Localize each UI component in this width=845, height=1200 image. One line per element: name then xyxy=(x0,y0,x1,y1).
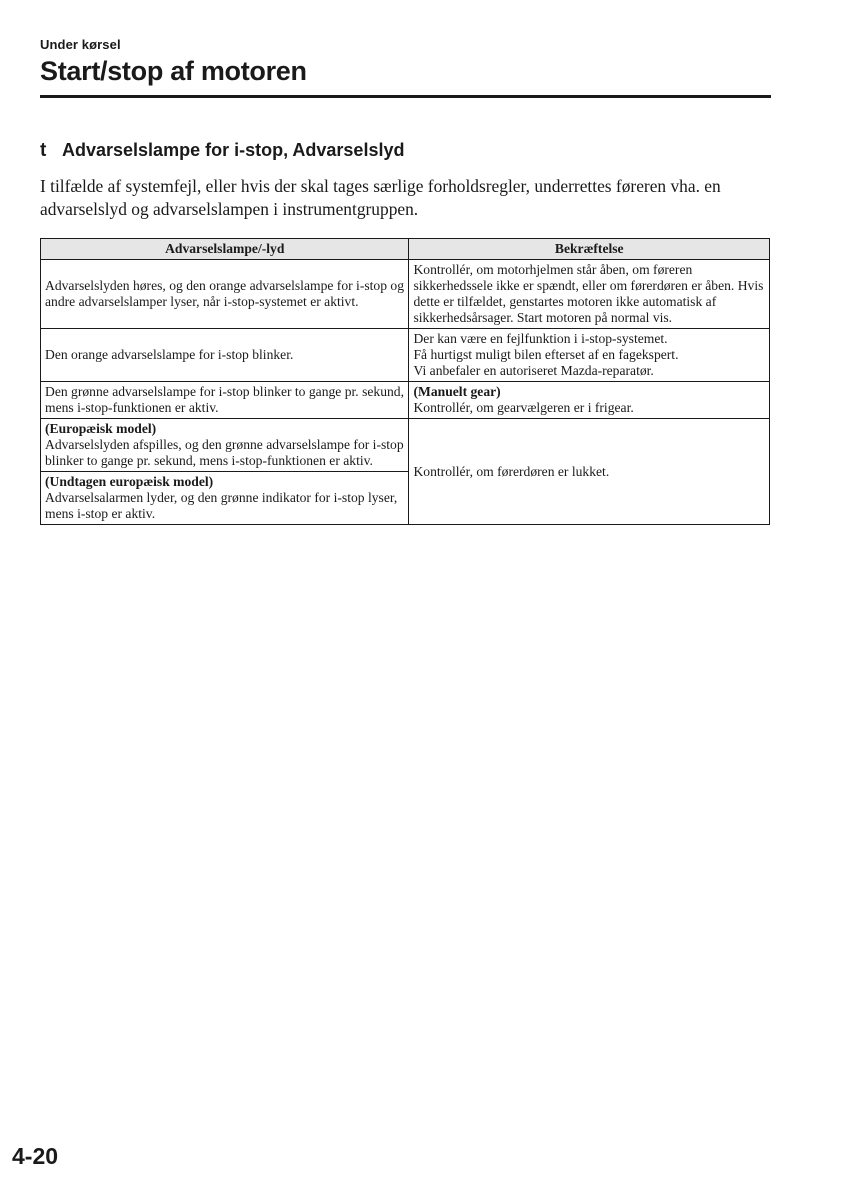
warning-text: Advarselslyden afspilles, og den grønne advarselslampe for i-stop blinker to gange pr. sekund, mens i-stop-funktionen er aktiv. xyxy=(45,437,404,468)
warning-text: Den grønne advarselslampe for i-stop blinker to gange pr. sekund, mens i-stop-funktionen er aktiv. xyxy=(45,384,405,415)
confirmation-text: Kontrollér, om førerdøren er lukket. xyxy=(413,463,610,479)
warning-label: (Undtagen europæisk model) xyxy=(45,474,214,489)
table-header-confirmation: Bekræftelse xyxy=(409,239,770,260)
table-row xyxy=(41,260,770,329)
page-title: Start/stop af motoren xyxy=(40,56,307,86)
table-row xyxy=(41,382,770,419)
table-row xyxy=(41,329,770,382)
confirmation-line: Der kan være en fejlfunktion i i-stop-systemet. xyxy=(413,331,668,346)
warning-cell xyxy=(41,419,409,472)
table-header-warning: Advarselslampe/-lyd xyxy=(41,239,409,260)
subsection-heading-text: Advarselslampe for i-stop, Advarselslyd xyxy=(62,140,405,160)
confirmation-cell xyxy=(409,382,770,419)
warning-text: Den orange advarselslampe for i-stop blinker. xyxy=(45,347,294,362)
confirmation-cell xyxy=(409,329,770,382)
warning-text: Advarselsalarmen lyder, og den grønne indikator for i-stop lyser, mens i-stop er aktiv. xyxy=(45,490,398,521)
confirmation-text: Kontrollér, om motorhjelmen står åben, om føreren sikkerhedssele ikke er spændt, eller om førerdøren er åben. Hvis dette er tilfældet, genstartes motoren ikke automatisk af sikkerhedsårsager. Start motoren på normal vis. xyxy=(413,262,764,325)
warning-text: Advarselslyden høres, og den orange advarselslampe for i-stop og andre advarselslamper lyser, når i-stop-systemet er aktivt. xyxy=(45,278,404,309)
warning-table xyxy=(40,238,770,525)
section-label: Under kørsel xyxy=(40,37,121,52)
warning-cell xyxy=(41,329,409,382)
confirmation-text: Kontrollér, om gearvælgeren er i frigear. xyxy=(413,400,634,415)
intro-paragraph: I tilfælde af systemfejl, eller hvis der skal tages særlige forholdsregler, underrettes føreren vha. en advarselslyd og advarselslampen i instrumentgruppen. xyxy=(40,176,721,219)
warning-cell xyxy=(41,382,409,419)
bullet-icon: t xyxy=(40,140,47,161)
confirmation-line: Få hurtigst muligt bilen efterset af en fagekspert. xyxy=(413,347,679,362)
table-header-row xyxy=(41,239,770,260)
page-number: 4-20 xyxy=(12,1143,59,1169)
confirmation-cell xyxy=(409,419,770,525)
warning-label: (Europæisk model) xyxy=(45,421,157,436)
warning-cell xyxy=(41,472,409,525)
table-row xyxy=(41,419,770,472)
confirmation-cell xyxy=(409,260,770,329)
confirmation-line: Vi anbefaler en autoriseret Mazda-reparatør. xyxy=(413,363,654,378)
subsection-heading xyxy=(40,140,404,162)
confirmation-label: (Manuelt gear) xyxy=(413,384,501,399)
title-divider xyxy=(40,95,771,98)
warning-cell xyxy=(41,260,409,329)
